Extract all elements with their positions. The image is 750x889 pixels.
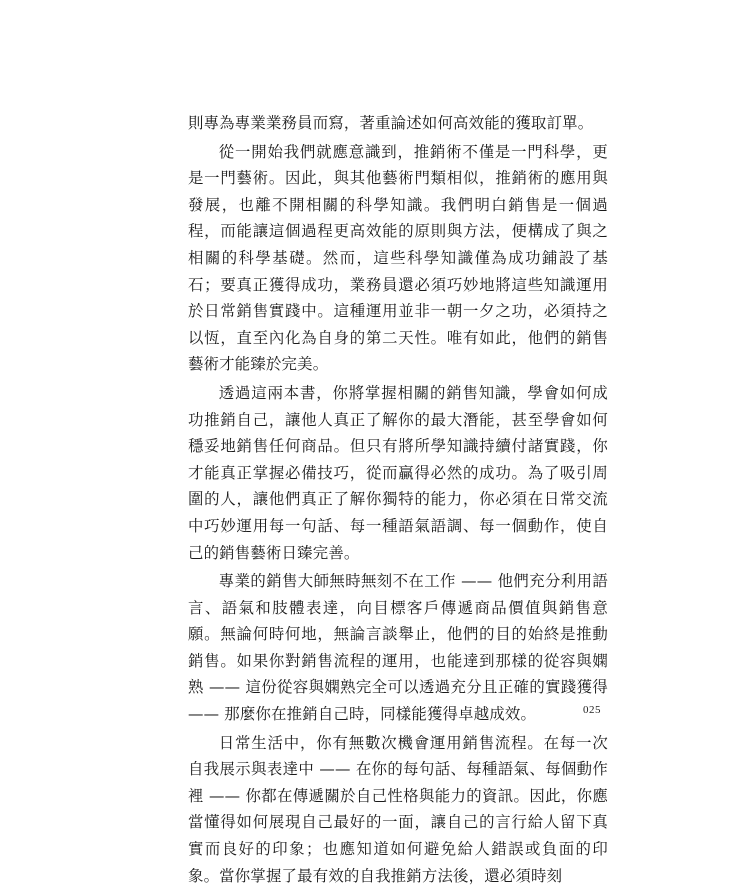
paragraph-4: 專業的銷售大師無時無刻不在工作 —— 他們充分利用語言、語氣和肢體表達，向目標客戶傳遞商品價值與銷售意願。無論何時何地，無論言談舉止，他們的目的始終是推動銷售。如果你對銷售流程的運用，也能達到那樣的從容與嫻熟 —— 這份從容與嫻熟完全可以透過充分且正確的實踐獲得 —— 那麼你在推銷自己時，同樣能獲得卓越成效。 <box>188 572 608 724</box>
paragraph-3: 透過這兩本書，你將掌握相關的銷售知識，學會如何成功推銷自己，讓他人真正了解你的最大潛能，甚至學會如何穩妥地銷售任何商品。但只有將所學知識持續付諸實踐，你才能真正掌握必備技巧，從而贏得必然的成功。為了吸引周圍的人，讓他們真正了解你獨特的能力，你必須在日常交流中巧妙運用每一句話、每一種語氣語調、每一個動作，使自己的銷售藝術日臻完善。 <box>188 383 608 562</box>
body-text <box>188 110 608 889</box>
paragraph-1: 則專為專業業務員而寫，著重論述如何高效能的獲取訂單。 <box>188 114 594 132</box>
paragraph-2: 從一開始我們就應意識到，推銷術不僅是一門科學，更是一門藝術。因此，與其他藝術門類相似，推銷術的應用與發展，也離不開相關的科學知識。我們明白銷售是一個過程，而能讓這個過程更高效能的原則與方法，便構成了與之相關的科學基礎。然而，這些科學知識僅為成功鋪設了基石；要真正獲得成功，業務員還必須巧妙地將這些知識運用於日常銷售實踐中。這種運用並非一朝一夕之功，必須持之以恆，直至內化為自身的第二天性。唯有如此，他們的銷售藝術才能臻於完美。 <box>188 142 608 374</box>
page-number: 025 <box>583 704 601 716</box>
paragraph-5: 日常生活中，你有無數次機會運用銷售流程。在每一次自我展示與表達中 —— 在你的每句話、每種語氣、每個動作裡 —— 你都在傳遞關於自己性格與能力的資訊。因此，你應當懂得如何展現自己最好的一面，讓自己的言行給人留下真實而良好的印象；也應知道如何避免給人錯誤或負面的印象。當你掌握了最有效的自我推銷方法後，還必須時刻 <box>188 733 608 885</box>
